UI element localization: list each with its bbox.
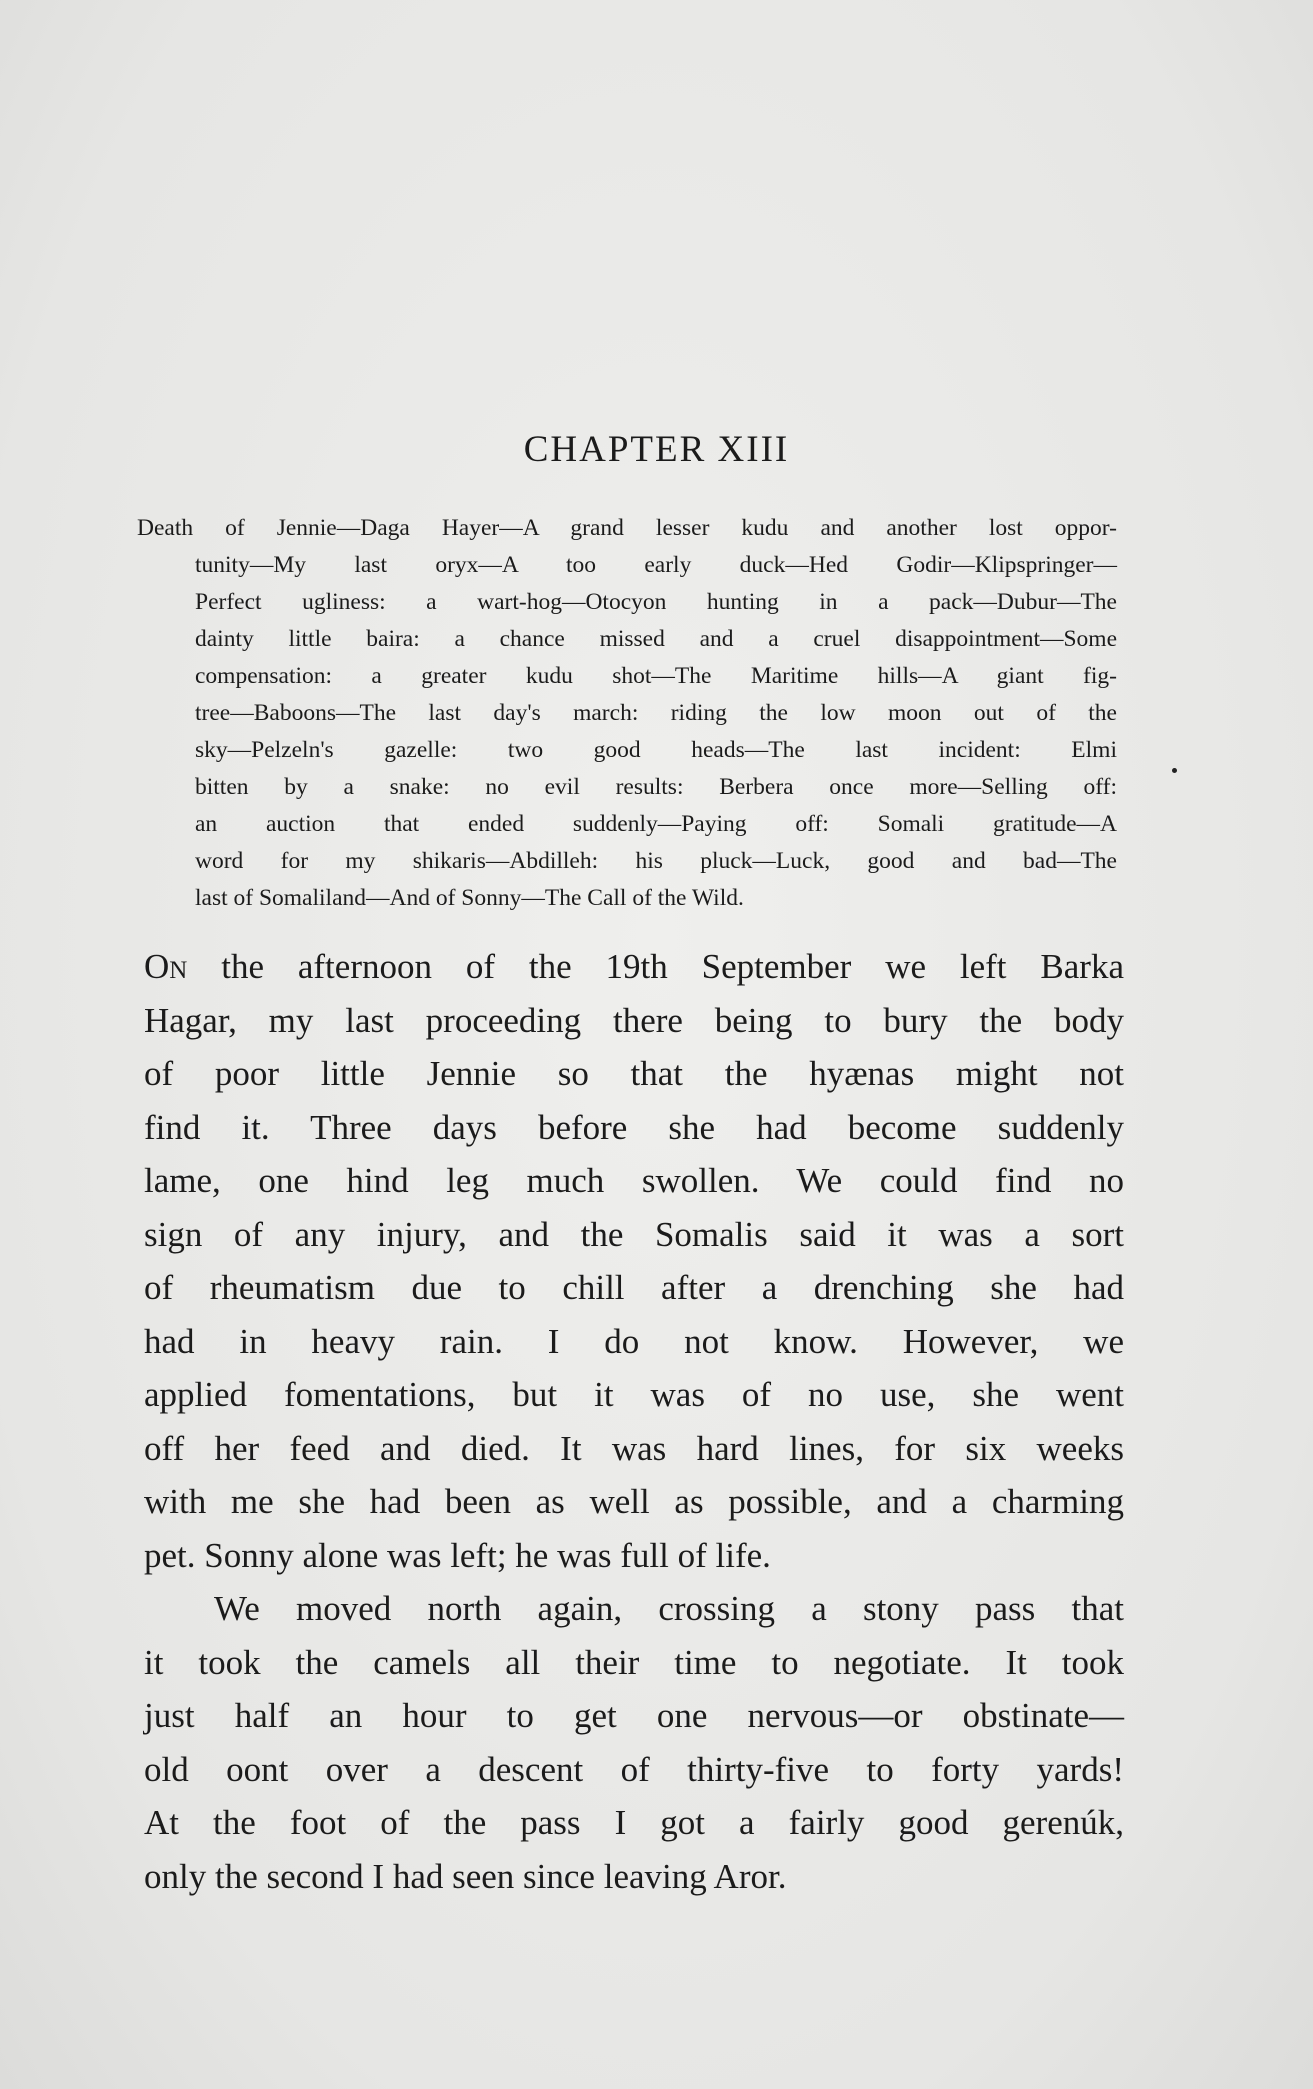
body-line: find it. Three days before she had become suddenly (144, 1107, 1124, 1147)
paragraph-1 (144, 940, 1124, 1582)
synopsis-line: bitten by a snake: no evil results: Berbera once more—Selling off: (195, 774, 1117, 800)
body-line: just half an hour to get one nervous—or obstinate— (144, 1696, 1124, 1735)
synopsis-line: an auction that ended suddenly—Paying off: Somali gratitude—A (195, 811, 1117, 837)
body-line: off her feed and died. It was hard lines, for six weeks (144, 1428, 1124, 1468)
body-line: only the second I had seen since leaving Aror. (144, 1856, 787, 1896)
synopsis-line: last of Somaliland—And of Sonny—The Call of the Wild. (195, 885, 744, 911)
ink-speck (1172, 768, 1177, 773)
body-line: lame, one hind leg much swollen. We could find no (144, 1161, 1124, 1200)
body-text (144, 940, 1124, 1903)
body-line: it took the camels all their time to negotiate. It took (144, 1642, 1124, 1682)
synopsis-line: Death of Jennie—Daga Hayer—A grand lesser kudu and another lost oppor- (137, 515, 1117, 541)
synopsis-line: Perfect ugliness: a wart-hog—Otocyon hunting in a pack—Dubur—The (195, 589, 1117, 615)
body-line: Hagar, my last proceeding there being to bury the body (144, 1000, 1124, 1040)
chapter-synopsis (137, 510, 1117, 917)
synopsis-line: compensation: a greater kudu shot—The Maritime hills—A giant fig- (195, 663, 1117, 689)
body-line: of poor little Jennie so that the hyænas might not (144, 1054, 1124, 1093)
body-line: pet. Sonny alone was left; he was full of life. (144, 1535, 771, 1575)
body-line: applied fomentations, but it was of no use, she went (144, 1375, 1124, 1414)
body-line: had in heavy rain. I do not know. However, we (144, 1321, 1124, 1361)
body-line: We moved north again, crossing a stony pass that (214, 1589, 1124, 1628)
body-line: sign of any injury, and the Somalis said it was a sort (144, 1214, 1124, 1254)
body-line: old oont over a descent of thirty-five to forty yards! (144, 1749, 1124, 1789)
body-line: At the foot of the pass I got a fairly good gerenúk, (144, 1803, 1124, 1842)
body-line: On the afternoon of the 19th September we left Barka (144, 947, 1124, 986)
body-line: of rheumatism due to chill after a drenching she had (144, 1268, 1124, 1307)
synopsis-line: tunity—My last oryx—A too early duck—Hed Godir—Klipspringer— (195, 552, 1117, 578)
paragraph-2 (144, 1582, 1124, 1903)
drop-word: On (144, 947, 188, 986)
synopsis-line: dainty little baira: a chance missed and a cruel disappointment—Some (195, 626, 1117, 652)
synopsis-line: word for my shikaris—Abdilleh: his pluck—Luck, good and bad—The (195, 848, 1117, 874)
chapter-title: CHAPTER XIII (523, 429, 790, 470)
synopsis-line: sky—Pelzeln's gazelle: two good heads—The last incident: Elmi (195, 737, 1117, 763)
body-line: with me she had been as well as possible, and a charming (144, 1482, 1124, 1521)
synopsis-line: tree—Baboons—The last day's march: riding the low moon out of the (195, 700, 1117, 726)
